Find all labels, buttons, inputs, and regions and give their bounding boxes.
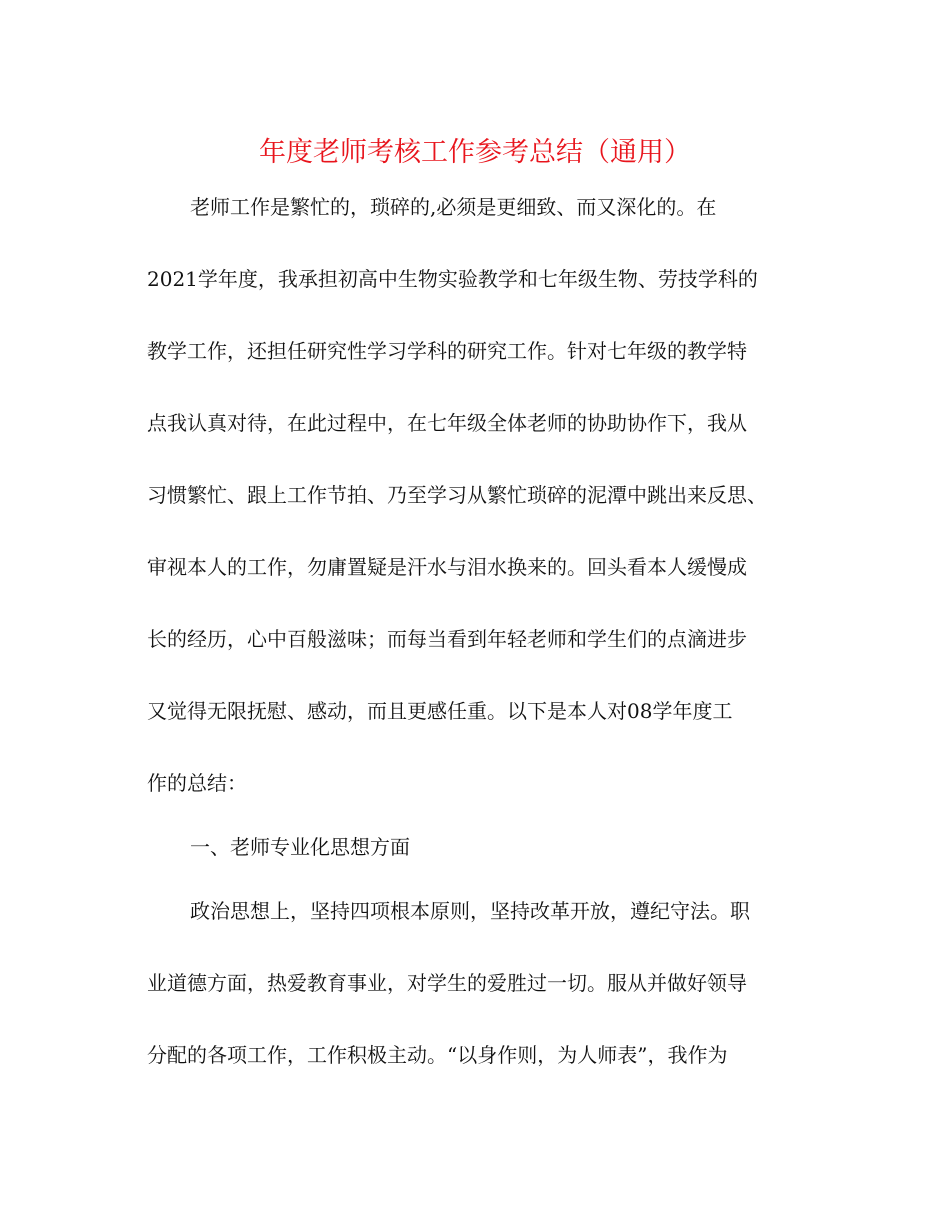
paragraph-line: 教学工作，还担任研究性学习学科的研究工作。针对七年级的教学特 — [147, 339, 747, 363]
paragraph-line: 长的经历，心中百般滋味；而每当看到年轻老师和学生们的点滴进步 — [147, 627, 747, 651]
paragraph-line: 业道德方面，热爱教育事业，对学生的爱胜过一切。服从并做好领导 — [147, 971, 747, 995]
paragraph-line: 作的总结： — [147, 771, 247, 795]
paragraph-line: 习惯繁忙、跟上工作节拍、乃至学习从繁忙琐碎的泥潭中跳出来反思、 — [147, 483, 767, 507]
paragraph-line: 老师工作是繁忙的，琐碎的,必须是更细致、而又深化的。在 — [190, 195, 717, 219]
paragraph-line: 审视本人的工作，勿庸置疑是汗水与泪水换来的。回头看本人缓慢成 — [147, 555, 747, 579]
document-title: 年度老师考核工作参考总结（通用） — [259, 137, 691, 168]
paragraph-line: 分配的各项工作，工作积极主动。“以身作则，为人师表”，我作为 — [147, 1043, 728, 1067]
paragraph-line: 又觉得无限抚慰、感动，而且更感任重。以下是本人对08学年度工 — [147, 699, 733, 723]
paragraph-line: 政治思想上，坚持四项根本原则，坚持改革开放，遵纪守法。职 — [190, 899, 750, 923]
paragraph-line: 2021学年度，我承担初高中生物实验教学和七年级生物、劳技学科的 — [147, 267, 758, 291]
paragraph-line: 点我认真对待，在此过程中，在七年级全体老师的协助协作下，我从 — [147, 411, 747, 435]
section-heading: 一、老师专业化思想方面 — [190, 835, 410, 859]
